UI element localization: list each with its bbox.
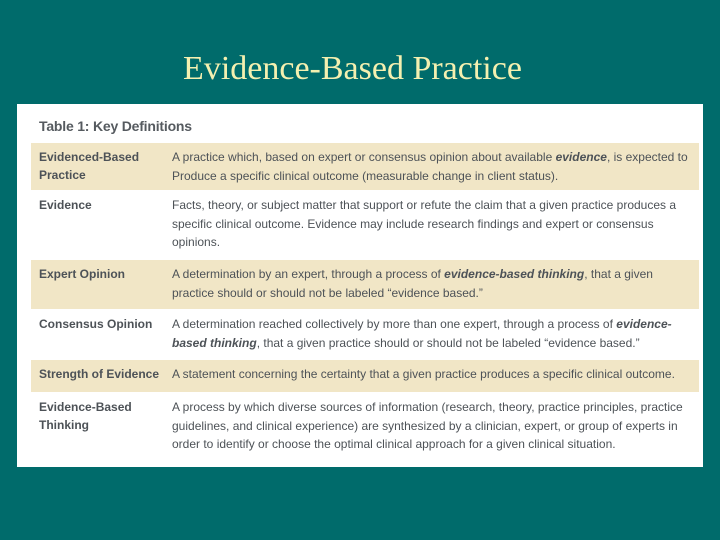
table-row-evidence — [31, 190, 699, 259]
table-row-evidenced-based-practice — [31, 142, 699, 190]
term-cell: Evidenced-Based Practice — [39, 150, 140, 182]
definition-cell: A process by which diverse sources of information (research, theory, practice principles, practice guidelines, and clinical experience) are synthesized by a clinician, expert, or group of experts in order to identify or choose the optimal clinical approach for a given clinical situation. — [172, 400, 683, 451]
definition-cell: A practice which, based on expert or consensus opinion about available evidence, is expected to Produce a specific clinical outcome (measurable change in client status). — [172, 150, 688, 183]
table-row-evidence-based-thinking — [31, 392, 699, 462]
term-cell: Strength of Evidence — [39, 367, 160, 381]
table-row-consensus-opinion — [31, 309, 699, 359]
slide-title: Evidence-Based Practice — [183, 50, 522, 87]
definitions-table — [31, 142, 699, 462]
definition-cell: A determination by an expert, through a process of evidence-based thinking, that a given practice should or should not be labeled “evidence based.” — [172, 267, 653, 300]
definition-cell: Facts, theory, or subject matter that support or refute the claim that a given practice produces a specific clinical outcome. Evidence may include research findings and expert or consensus opinions. — [172, 198, 677, 249]
definition-cell: A determination reached collectively by more than one expert, through a process of evidence-based thinking, that a given practice should or should not be labeled “evidence based.” — [172, 317, 672, 350]
table-row-strength-of-evidence — [31, 359, 699, 392]
table-caption: Table 1: Key Definitions — [39, 118, 192, 134]
term-cell: Evidence-Based Thinking — [39, 400, 132, 432]
term-cell: Expert Opinion — [39, 267, 126, 281]
definition-cell: A statement concerning the certainty that a given practice produces a specific clinical outcome. — [172, 367, 675, 381]
definitions-table-panel — [17, 104, 703, 467]
table-row-expert-opinion — [31, 259, 699, 309]
term-cell: Consensus Opinion — [39, 317, 153, 331]
term-cell: Evidence — [39, 198, 92, 212]
